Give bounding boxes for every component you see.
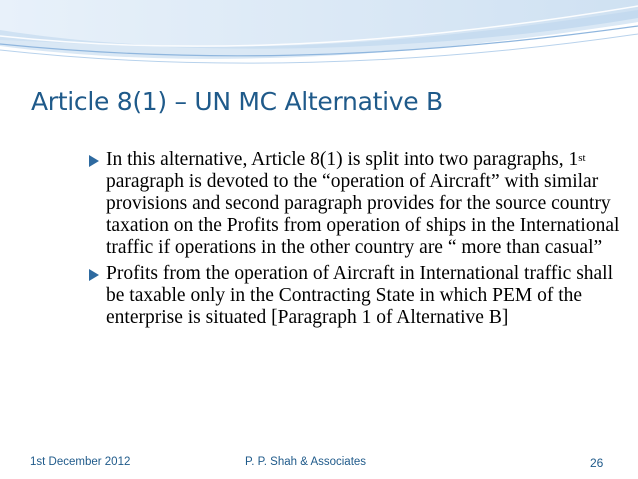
footer-author: P. P. Shah & Associates: [245, 456, 367, 468]
footer-date: 1st December 2012: [30, 456, 131, 468]
bullet-item: [88, 263, 633, 329]
superscript-text: st: [578, 152, 586, 164]
bullet-text-continued: paragraph is devoted to the “operation of Aircraft” with similar provisions and second paragraph provides for the source country taxation on the Profits from operation of ships in the International traffic if operations in the other country are “ more than casual”: [106, 171, 620, 258]
slide-title: Article 8(1) – UN MC Alternative B: [31, 87, 443, 116]
bullet-item: [88, 149, 633, 259]
bullet-arrow-icon: [89, 155, 99, 167]
decorative-wave-band: [0, 0, 638, 80]
bullet-arrow-icon: [89, 269, 99, 281]
bullet-list: [88, 149, 633, 333]
bullet-text: In this alternative, Article 8(1) is split into two paragraphs, 1: [106, 149, 579, 170]
bullet-text: Profits from the operation of Aircraft in International traffic shall be taxable only in the Contracting State in which PEM of the enterprise is situated [Paragraph 1 of Alternative B]: [106, 263, 614, 328]
page-number: 26: [590, 456, 604, 470]
